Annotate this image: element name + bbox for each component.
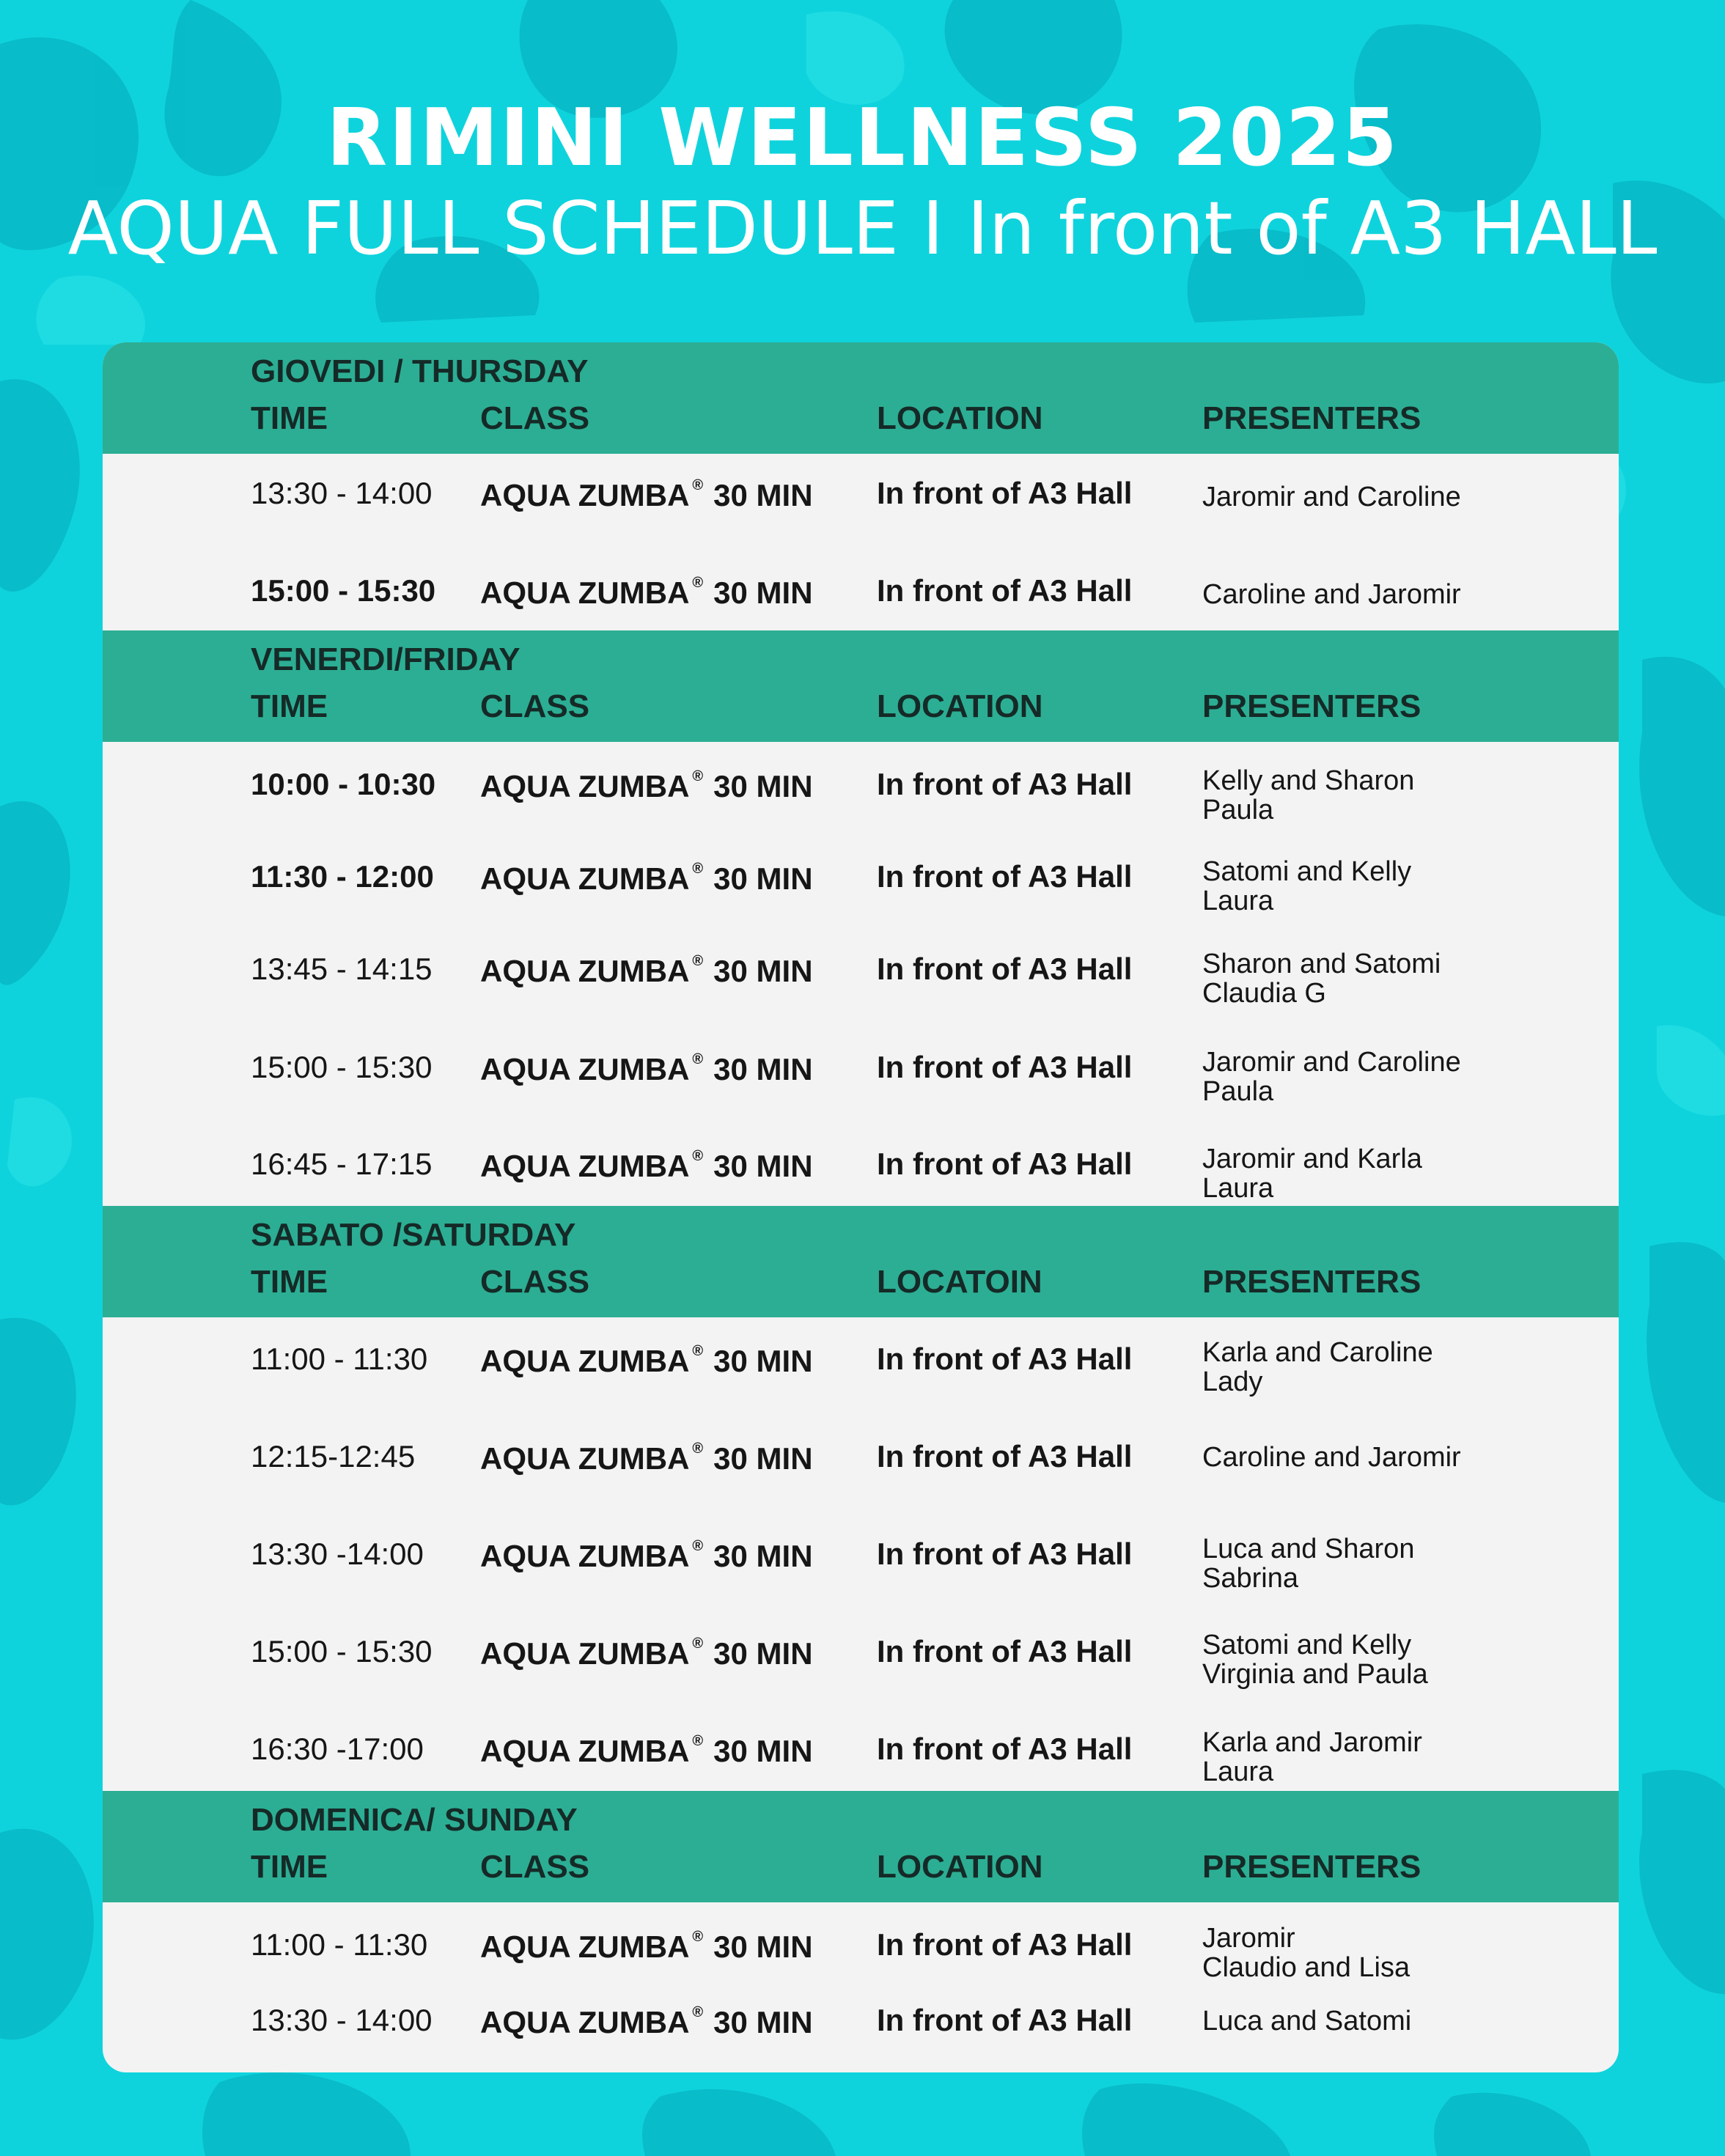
location-cell: In front of A3 Hall [877,2003,1133,2037]
location-cell: In front of A3 Hall [877,1732,1133,1766]
day-name: SABATO /SATURDAY [251,1217,576,1253]
column-header-class: CLASS [480,1849,590,1885]
location-cell: In front of A3 Hall [877,476,1133,510]
time-cell: 13:45 - 14:15 [251,952,433,986]
location-cell: In front of A3 Hall [877,1050,1133,1084]
location-cell: In front of A3 Hall [877,952,1133,986]
presenters-cell: Jaromir Claudio and Lisa [1202,1923,1410,1983]
time-cell: 13:30 - 14:00 [251,476,433,510]
location-cell: In front of A3 Hall [877,1537,1133,1571]
column-header-location: LOCATION [877,400,1043,436]
presenters-cell: Luca and Sharon Sabrina [1202,1534,1415,1594]
class-cell: AQUA ZUMBA ® 30 MIN [480,861,813,896]
time-cell: 13:30 - 14:00 [251,2003,433,2037]
day-name: DOMENICA/ SUNDAY [251,1802,578,1838]
class-cell: AQUA ZUMBA ® 30 MIN [480,1051,813,1086]
class-cell: AQUA ZUMBA ® 30 MIN [480,1929,813,1964]
presenters-cell: Jaromir and Caroline Paula [1202,1047,1461,1107]
location-cell: In front of A3 Hall [877,1439,1133,1473]
column-header-presenters: PRESENTERS [1202,688,1421,724]
time-cell: 13:30 -14:00 [251,1537,424,1571]
presenters-cell: Karla and Caroline Lady [1202,1337,1433,1397]
class-cell: AQUA ZUMBA ® 30 MIN [480,1343,813,1378]
time-cell: 15:00 - 15:30 [251,573,436,608]
page-subtitle: AQUA FULL SCHEDULE I In front of A3 HALL [67,185,1658,271]
time-cell: 11:00 - 11:30 [251,1927,428,1962]
day-header-saturday [103,1206,1619,1317]
location-cell: In front of A3 Hall [877,767,1133,801]
time-cell: 15:00 - 15:30 [251,1634,433,1668]
column-header-presenters: PRESENTERS [1202,400,1421,436]
presenters-cell: Kelly and Sharon Paula [1202,765,1415,825]
presenters-cell: Caroline and Jaromir [1202,579,1461,610]
column-header-location: LOCATION [877,688,1043,724]
time-cell: 10:00 - 10:30 [251,767,436,801]
day-header-sunday [103,1791,1619,1902]
column-header-time: TIME [251,1264,328,1300]
column-header-presenters: PRESENTERS [1202,1264,1421,1300]
class-cell: AQUA ZUMBA ® 30 MIN [480,1733,813,1768]
presenters-cell: Satomi and Kelly Virginia and Paula [1202,1630,1428,1690]
class-cell: AQUA ZUMBA ® 30 MIN [480,477,813,512]
time-cell: 11:00 - 11:30 [251,1342,428,1376]
location-cell: In front of A3 Hall [877,1927,1133,1962]
class-cell: AQUA ZUMBA ® 30 MIN [480,1538,813,1573]
presenters-cell: Jaromir and Karla Laura [1202,1144,1422,1204]
column-header-presenters: PRESENTERS [1202,1849,1421,1885]
location-cell: In front of A3 Hall [877,1147,1133,1181]
column-header-time: TIME [251,688,328,724]
location-cell: In front of A3 Hall [877,1634,1133,1668]
schedule-card [103,342,1619,2072]
time-cell: 16:45 - 17:15 [251,1147,433,1181]
time-cell: 15:00 - 15:30 [251,1050,433,1084]
column-header-location: LOCATION [877,1849,1043,1885]
page-title: RIMINI WELLNESS 2025 [326,92,1399,184]
day-name: GIOVEDI / THURSDAY [251,353,589,389]
time-cell: 11:30 - 12:00 [251,859,434,894]
day-header-thursday [103,342,1619,454]
class-cell: AQUA ZUMBA ® 30 MIN [480,1148,813,1183]
class-cell: AQUA ZUMBA ® 30 MIN [480,953,813,988]
presenters-cell: Sharon and Satomi Claudia G [1202,949,1441,1009]
presenters-cell: Satomi and Kelly Laura [1202,856,1412,916]
location-cell: In front of A3 Hall [877,1342,1133,1376]
class-cell: AQUA ZUMBA ® 30 MIN [480,1441,813,1476]
column-header-location: LOCATOIN [877,1264,1042,1300]
column-header-class: CLASS [480,688,590,724]
class-cell: AQUA ZUMBA ® 30 MIN [480,768,813,803]
column-header-class: CLASS [480,1264,590,1300]
column-header-class: CLASS [480,400,590,436]
class-cell: AQUA ZUMBA ® 30 MIN [480,1636,813,1671]
column-header-time: TIME [251,1849,328,1885]
presenters-cell: Caroline and Jaromir [1202,1442,1461,1473]
day-name: VENERDI/FRIDAY [251,641,521,677]
presenters-cell: Jaromir and Caroline [1202,482,1461,512]
column-header-time: TIME [251,400,328,436]
time-cell: 12:15-12:45 [251,1439,416,1473]
location-cell: In front of A3 Hall [877,573,1133,608]
location-cell: In front of A3 Hall [877,859,1133,894]
class-cell: AQUA ZUMBA ® 30 MIN [480,575,813,610]
day-header-friday [103,630,1619,742]
time-cell: 16:30 -17:00 [251,1732,424,1766]
presenters-cell: Luca and Satomi [1202,2006,1412,2037]
class-cell: AQUA ZUMBA ® 30 MIN [480,2004,813,2039]
presenters-cell: Karla and Jaromir Laura [1202,1727,1422,1787]
